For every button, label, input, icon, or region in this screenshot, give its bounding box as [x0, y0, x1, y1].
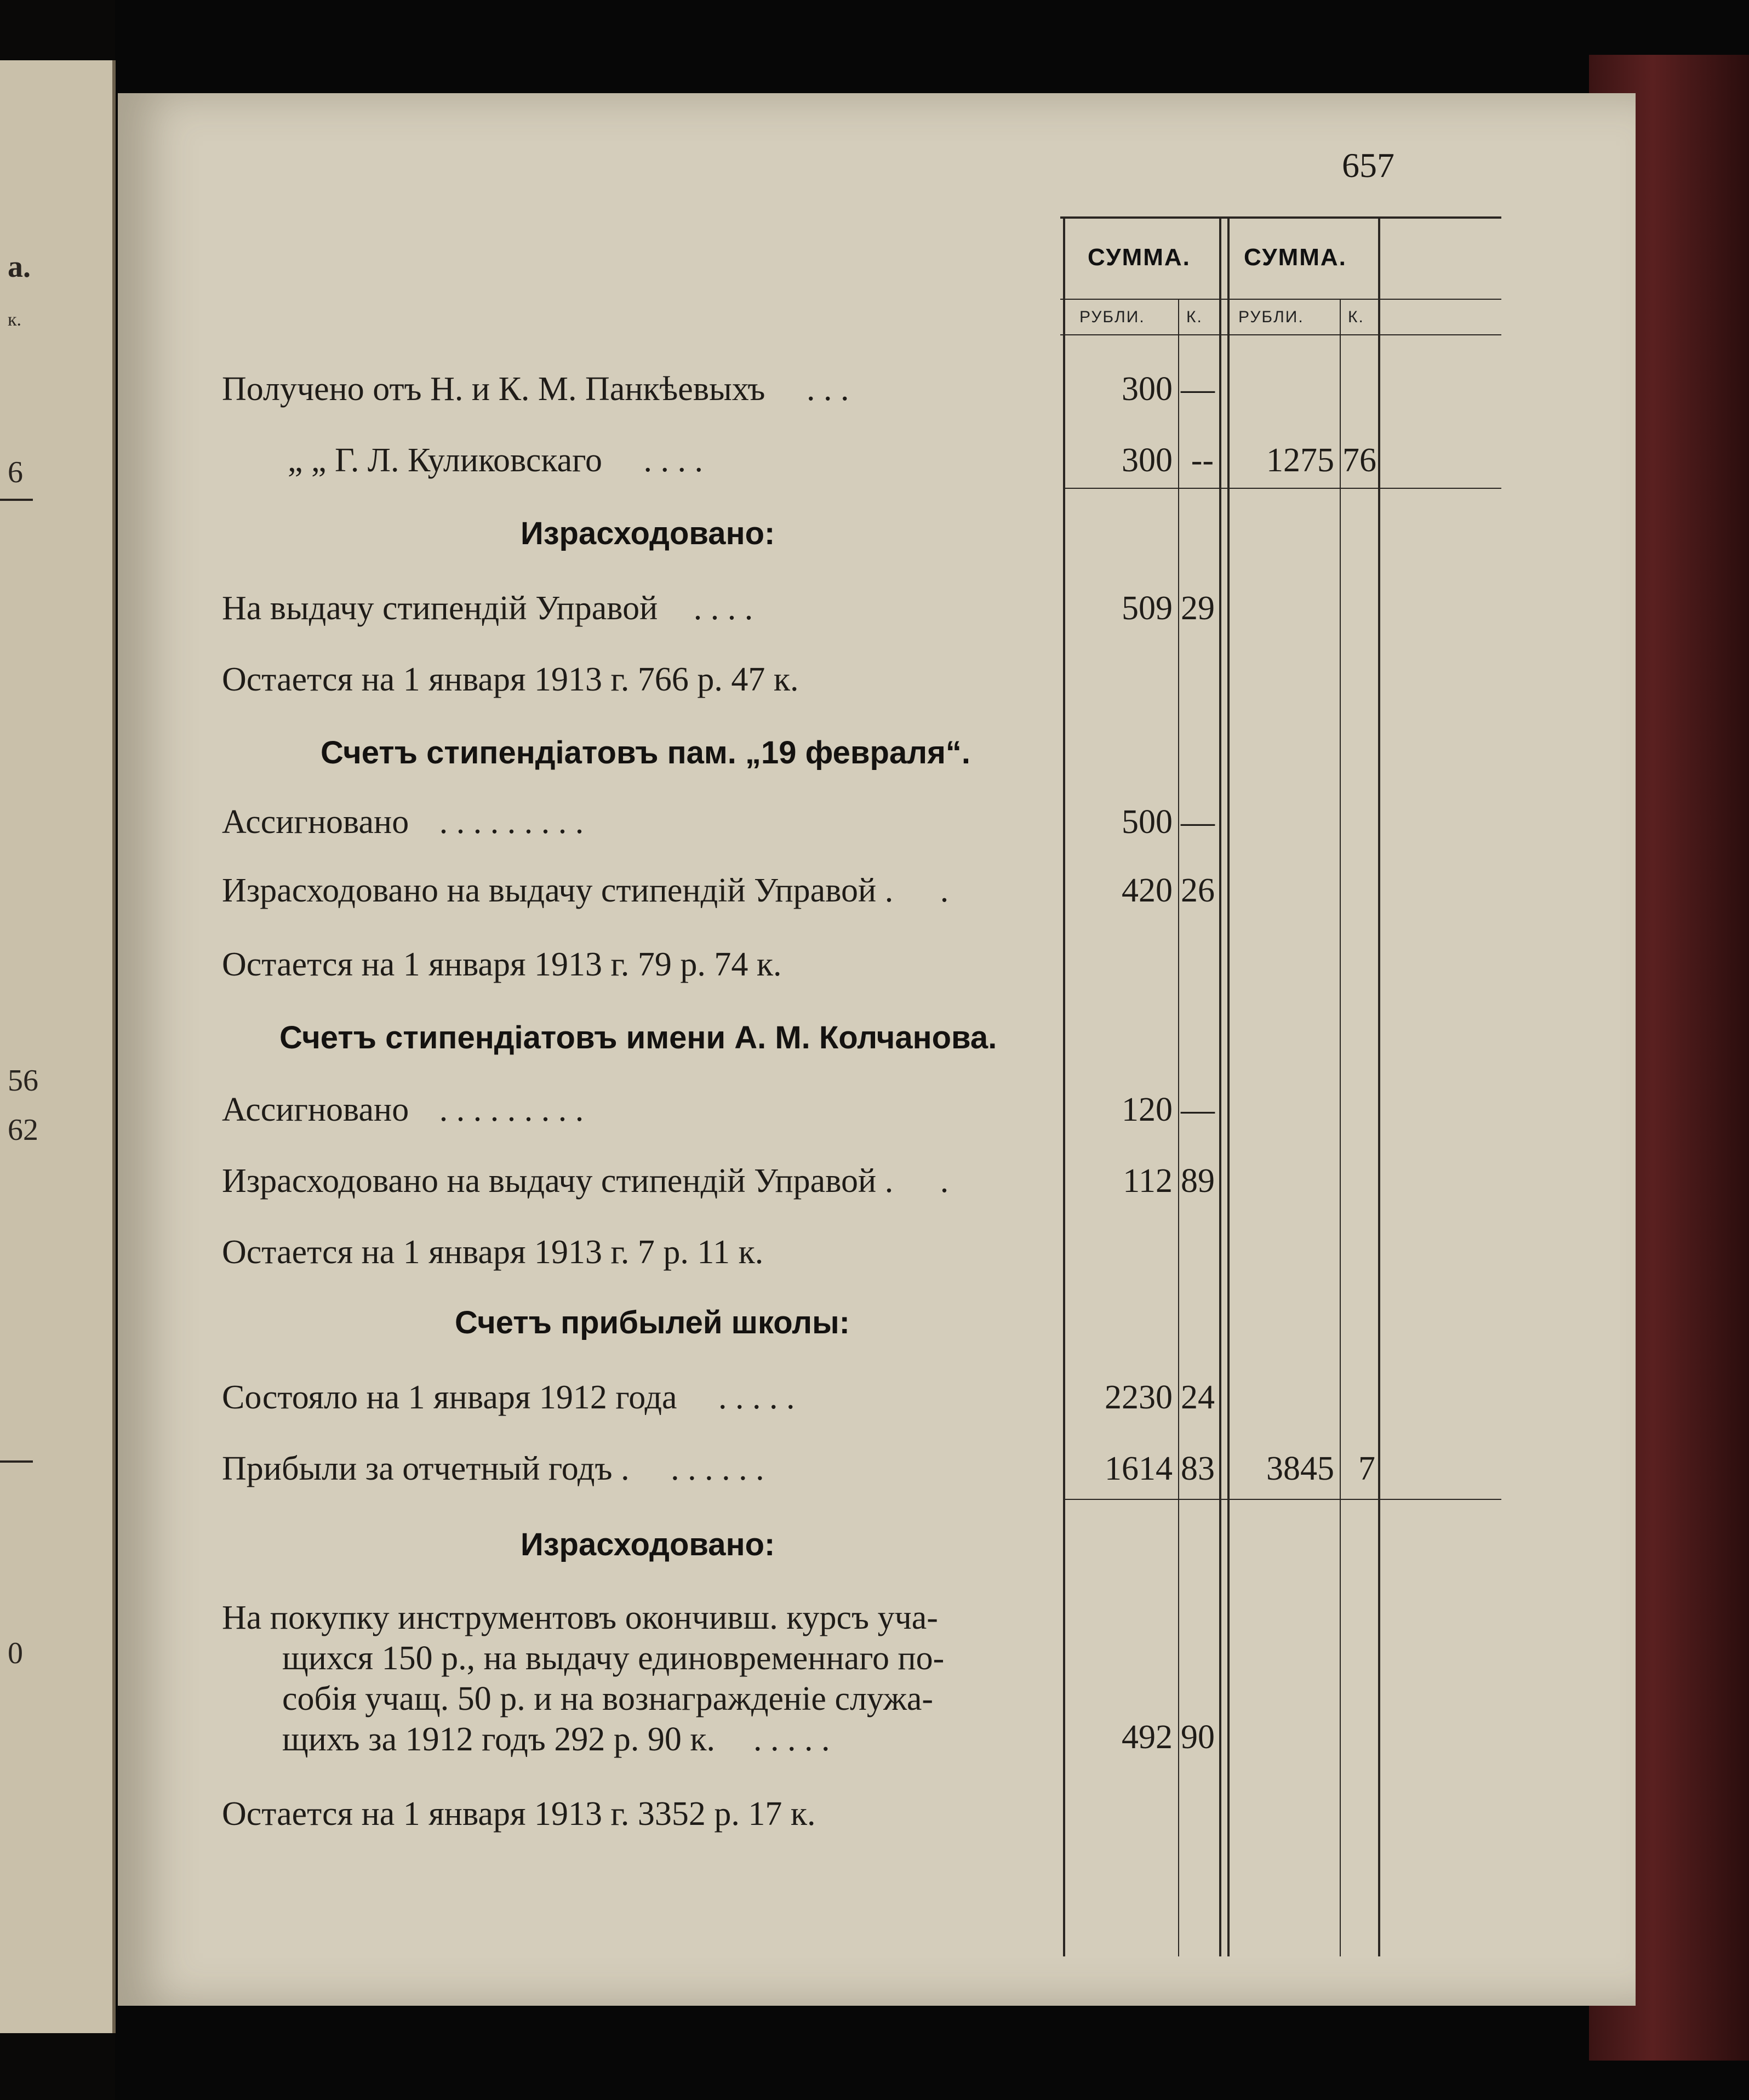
leader-dots: . . . . . — [718, 1379, 795, 1416]
left-fragment-62: 62 — [8, 1113, 38, 1147]
kopecks-value: 90 — [1181, 1719, 1215, 1756]
rubles-value: 500 — [1122, 803, 1173, 841]
kop-header-1: К. — [1186, 308, 1203, 326]
total-rubles-value: 3845 — [1266, 1450, 1334, 1487]
kopecks-value: 29 — [1181, 590, 1215, 627]
entry-stood-1912 — [222, 1378, 795, 1417]
entry-assigned — [222, 803, 584, 842]
kopecks-value: 24 — [1181, 1379, 1215, 1416]
column-rule-left — [1063, 216, 1065, 1956]
entry-line — [222, 1719, 944, 1760]
leader-dots: . . . . . . — [671, 1450, 764, 1487]
leader-dots: . . . . — [693, 590, 753, 627]
rubles-value: 1614 — [1105, 1450, 1173, 1487]
leader-dots: . . . . . — [753, 1721, 830, 1758]
column-rule-kop-1 — [1178, 299, 1179, 1956]
entry-label: Ассигновано — [222, 1091, 409, 1128]
subtotal-rule — [1063, 488, 1501, 489]
table-top-rule — [1060, 216, 1501, 219]
leader-dots: . . . . . . . . . — [439, 1091, 584, 1128]
section-heading-kolchanov: Счетъ стипендіатовъ имени А. М. Колчанова. — [279, 1020, 997, 1055]
sum-header-1: СУММА. — [1088, 244, 1191, 271]
rubles-value: 112 — [1123, 1162, 1173, 1200]
rubles-header-1: РУБЛИ. — [1079, 308, 1145, 326]
entry-line: собія учащ. 50 р. и на вознагражденіе служа- — [282, 1680, 934, 1717]
column-rule-right — [1378, 216, 1380, 1956]
leader-dots: . . . — [806, 370, 849, 408]
entry-line: На покупку инструментовъ окончивш. курсъ уча- — [222, 1599, 938, 1636]
left-page-edge — [0, 60, 116, 2033]
entry-remainder: Остается на 1 января 1913 г. 7 р. 11 к. — [222, 1234, 764, 1271]
left-fragment-k: к. — [8, 310, 22, 330]
rubles-value: 300 — [1122, 442, 1173, 479]
kopecks-value: -- — [1191, 442, 1214, 479]
rubles-value: 492 — [1122, 1719, 1173, 1756]
column-rule-middle — [1219, 216, 1221, 1956]
entry-remainder: Остается на 1 января 1913 г. 79 р. 74 к. — [222, 946, 782, 983]
section-heading-profits: Счетъ прибылей школы: — [455, 1305, 850, 1340]
rubles-value: 509 — [1122, 590, 1173, 627]
entry-received-pankeev — [222, 370, 849, 409]
left-rule — [0, 499, 33, 501]
kopecks-value: 89 — [1181, 1162, 1215, 1200]
entry-label: Израсходовано на выдачу стипендій Управой . — [222, 872, 894, 909]
total-kopecks-value: 76 — [1342, 442, 1376, 479]
page-number: 657 — [1342, 146, 1394, 185]
leader-dots: . . . . — [643, 442, 704, 479]
rubles-value: 120 — [1122, 1091, 1173, 1128]
entry-remainder: Остается на 1 января 1913 г. 3352 р. 17 к. — [222, 1795, 816, 1833]
entry-label: Прибыли за отчетный годъ . — [222, 1450, 630, 1487]
kopecks-value: 83 — [1181, 1450, 1215, 1487]
entry-label: Ассигновано — [222, 803, 409, 841]
section-heading-spent: Израсходовано: — [521, 516, 775, 551]
entry-profits-year — [222, 1450, 764, 1488]
kop-header-2: К. — [1348, 308, 1364, 326]
entry-label: Получено отъ Н. и К. М. Панкѣевыхъ — [222, 370, 765, 408]
kopecks-value: — — [1181, 803, 1215, 841]
leader-dots: . . . . . . . . . — [439, 803, 584, 841]
entry-purchase-description — [222, 1597, 944, 1760]
entry-line-text: щихъ за 1912 годъ 292 р. 90 к. — [282, 1721, 715, 1758]
rubles-value: 300 — [1122, 370, 1173, 408]
section-heading-feb19: Счетъ стипендіатовъ пам. „19 февраля“. — [321, 735, 971, 771]
left-fragment-0: 0 — [8, 1636, 23, 1670]
leader-dots: . — [940, 1162, 949, 1200]
leader-dots: . — [940, 872, 949, 909]
entry-remainder: Остается на 1 января 1913 г. 766 р. 47 к. — [222, 661, 799, 698]
rubles-value: 420 — [1122, 872, 1173, 909]
column-rule-middle-double — [1227, 216, 1230, 1956]
section-heading-spent: Израсходовано: — [521, 1527, 775, 1562]
left-fragment-6: 6 — [8, 455, 23, 489]
entry-label: На выдачу стипендій Управой — [222, 590, 658, 627]
entry-label: Израсходовано на выдачу стипендій Управой . — [222, 1162, 894, 1200]
entry-assigned — [222, 1091, 584, 1129]
subtotal-rule — [1063, 1499, 1501, 1500]
sum-header-2: СУММА. — [1244, 244, 1347, 271]
entry-received-kulikovsky — [288, 441, 703, 480]
column-subheader-rule — [1060, 334, 1501, 335]
entry-label: Состояло на 1 января 1912 года — [222, 1379, 677, 1416]
column-rule-kop-2 — [1340, 299, 1341, 1956]
column-header-rule — [1060, 299, 1501, 300]
entry-stipend-spent — [222, 589, 753, 628]
entry-label: „ „ Г. Л. Куликовскаго — [288, 442, 603, 479]
entry-stipend-spent — [222, 871, 948, 910]
kopecks-value: — — [1181, 370, 1215, 408]
total-rubles-value: 1275 — [1266, 442, 1334, 479]
left-fragment-56: 56 — [8, 1064, 38, 1098]
total-kopecks-value: 7 — [1358, 1450, 1375, 1487]
left-rule — [0, 1460, 33, 1463]
book-page — [118, 93, 1636, 2006]
entry-line: щихся 150 р., на выдачу единовременнаго по- — [282, 1640, 945, 1677]
rubles-header-2: РУБЛИ. — [1238, 308, 1304, 326]
entry-stipend-spent — [222, 1162, 948, 1201]
kopecks-value: 26 — [1181, 872, 1215, 909]
kopecks-value: — — [1181, 1091, 1215, 1128]
left-fragment-a: а. — [8, 250, 31, 284]
rubles-value: 2230 — [1105, 1379, 1173, 1416]
